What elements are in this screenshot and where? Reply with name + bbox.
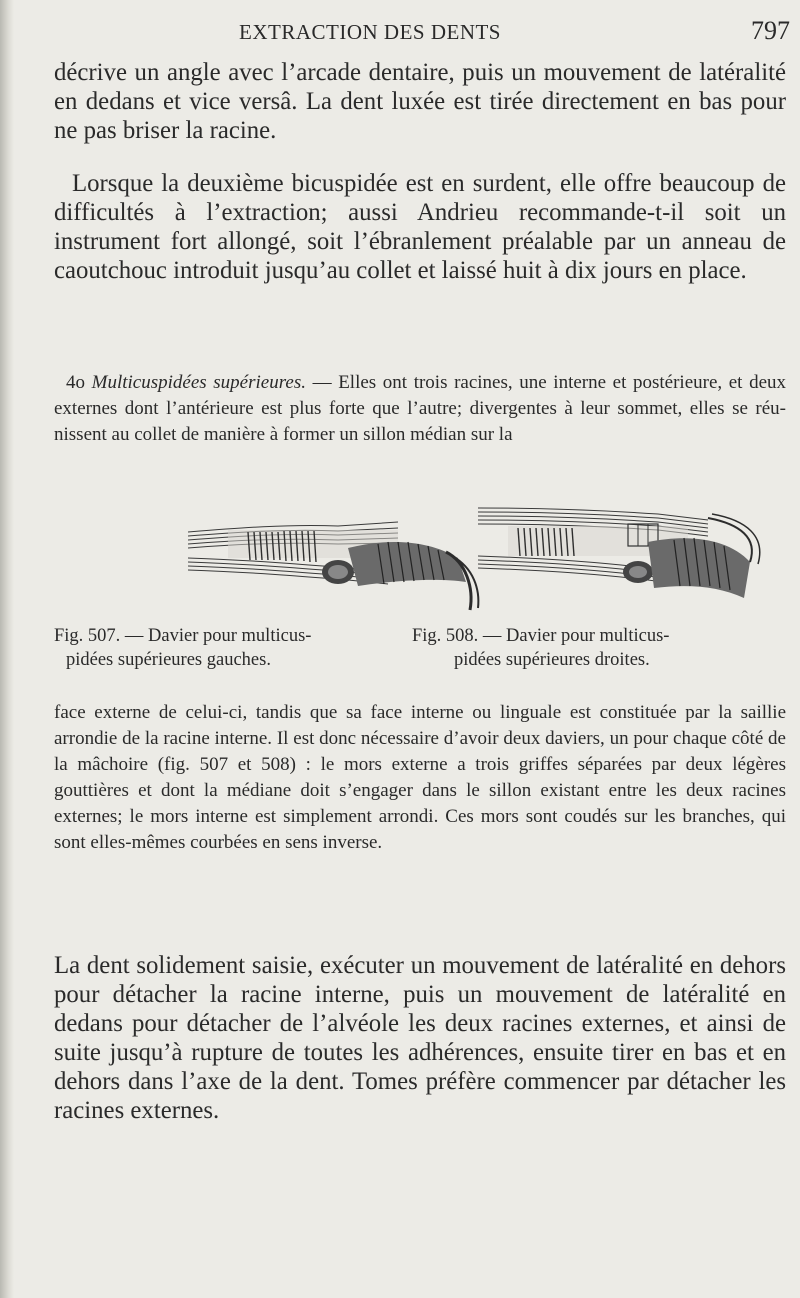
figure-508-caption xyxy=(412,624,742,672)
section-number: 4o xyxy=(66,372,85,393)
forceps-illustration xyxy=(478,498,778,618)
forceps-illustration xyxy=(188,498,488,618)
figure-508-forceps-right xyxy=(478,498,778,618)
section-heading: Multicuspidées supérieures. xyxy=(91,372,306,393)
page-number: 797 xyxy=(751,16,790,45)
paragraph-1: décrive un angle avec l’arcade dentaire, puis un mouvement de latéralité en dedans et vice versâ. La dent luxée est tirée directement en bas pour ne pas briser la racine. xyxy=(54,59,786,144)
paragraph-3 xyxy=(54,370,786,448)
running-head xyxy=(60,14,790,48)
caption-line-1: Fig. 507. — Davier pour multicus- xyxy=(54,626,312,646)
caption-line-1: Fig. 508. — Davier pour multicus- xyxy=(412,626,670,646)
caption-line-2: pidées supérieures gauches. xyxy=(66,650,271,670)
running-title: EXTRACTION DES DENTS xyxy=(239,20,501,44)
figure-507-forceps-left xyxy=(188,498,488,618)
paragraph-2: Lorsque la deuxième bicuspidée est en surdent, elle offre beaucoup de difficultés à l’extraction; aussi Andrieu recommande-t-il soit un instrument fort allongé, soit l’ébranlement préalable par un anneau de caoutchouc introduit jusqu’au collet et laissé huit à dix jours en place. xyxy=(54,170,786,284)
paragraph-4: face externe de celui-ci, tandis que sa face interne ou linguale est constituée par la saillie arrondie de la racine interne. Il est donc nécessaire d’avoir deux daviers, un pour chaque côté de la mâchoire (fig. 507 et 508) : le mors externe a trois griffes séparées par deux légères gouttières et dont la médiane doit s’engager dans le sillon existant entre les deux racines externes; le mors interne est simplement arrondi. Ces mors sont coudés sur les branches, qui sont elles-mêmes courbées en sens inverse. xyxy=(54,702,786,853)
page-binding-edge xyxy=(0,0,14,1298)
caption-line-2: pidées supérieures droites. xyxy=(454,650,650,670)
paragraph-5: La dent solidement saisie, exécuter un mouvement de latéralité en dehors pour détacher la racine interne, puis un mouvement de latéralité en dedans pour détacher de l’alvéole les deux racines externes, et ainsi de suite jusqu’à rupture de toutes les adhérences, ensuite tirer en bas et en dehors dans l’axe de la dent. Tomes préfère commencer par détacher les racines externes. xyxy=(54,952,786,1124)
section-text: — Elles ont trois racines, une interne et postérieure, et deux externes dont l’antérieure est plus forte que l’autre; divergentes à leur sommet, elles se réunissent au collet de manière à former un sillon médian sur la xyxy=(54,372,787,445)
figure-507-caption xyxy=(54,624,354,672)
